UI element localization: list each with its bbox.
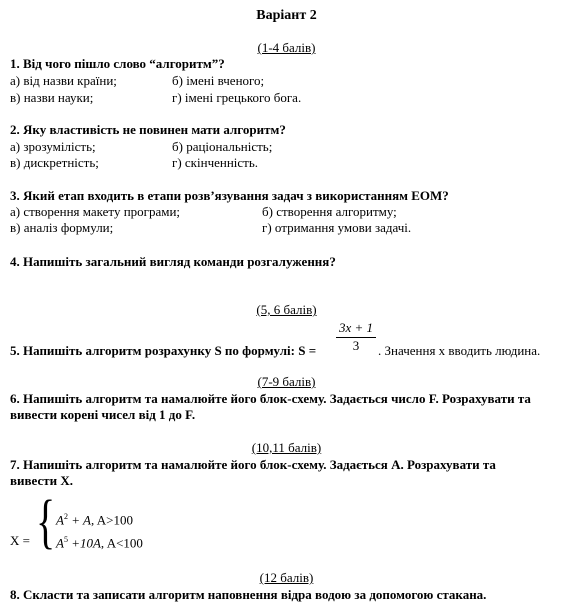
question-2: 2. Яку властивість не повинен мати алгоритм? bbox=[10, 122, 286, 137]
case-2-exponent: 5 bbox=[63, 535, 68, 544]
x-label: X = bbox=[10, 533, 30, 548]
case-2-var: A bbox=[56, 535, 64, 551]
question-5-tail: . Значення х вводить людина. bbox=[378, 343, 541, 358]
question-3: 3. Який етап входить в етапи розв’язування задач з використанням ЕОМ? bbox=[10, 188, 449, 203]
section-points-12: (12 балів) bbox=[259, 570, 314, 585]
question-7-line-1: 7. Напишіть алгоритм та намалюйте його блок-схему. Задається А. Розрахувати та bbox=[10, 457, 496, 472]
case-1-exponent: 2 bbox=[63, 512, 68, 521]
answer-2c: в) дискретність; bbox=[10, 155, 99, 170]
page-title: Варіант 2 bbox=[256, 8, 317, 23]
answer-3c: в) аналіз формули; bbox=[10, 220, 114, 235]
answer-2a: а) зрозумілість; bbox=[10, 139, 96, 154]
section-points-1-4: (1-4 балів) bbox=[257, 40, 316, 55]
case-2-condition: , A<100 bbox=[100, 535, 143, 551]
case-1-var: A bbox=[56, 512, 64, 528]
question-1: 1. Від чого пішло слово “алгоритм”? bbox=[10, 56, 225, 71]
answer-2d: г) скінченність. bbox=[172, 155, 259, 170]
question-5: 5. Напишіть алгоритм розрахунку S по формулі: S = bbox=[10, 343, 317, 358]
answer-1b: б) імені вченого; bbox=[172, 73, 265, 88]
question-8: 8. Скласти та записати алгоритм наповнення відра водою за допомогою стакана. bbox=[10, 587, 487, 602]
answer-2b: б) раціональність; bbox=[172, 139, 273, 154]
case-2 bbox=[56, 535, 143, 551]
answer-1d: г) імені грецького бога. bbox=[172, 90, 302, 105]
section-points-5-6: (5, 6 балів) bbox=[256, 302, 317, 317]
section-points-10-11: (10,11 балів) bbox=[251, 440, 322, 455]
case-2-rest: +10A bbox=[67, 535, 101, 551]
section-points-7-9: (7-9 балів) bbox=[257, 374, 316, 389]
answer-1a: а) від назви країни; bbox=[10, 73, 117, 88]
case-1-condition: , A>100 bbox=[90, 512, 133, 528]
formula-numerator: 3x + 1 bbox=[338, 320, 374, 335]
question-7-line-2: вивести Х. bbox=[10, 473, 73, 488]
question-6-line-1: 6. Напишіть алгоритм та намалюйте його блок-схему. Задається число F. Розрахувати та bbox=[10, 391, 531, 406]
answer-3a: а) створення макету програми; bbox=[10, 204, 181, 219]
case-1-rest: + A bbox=[67, 512, 91, 528]
question-6-line-2: вивести корені чисел від 1 до F. bbox=[10, 407, 196, 422]
answer-3d: г) отримання умови задачі. bbox=[262, 220, 412, 235]
formula-denominator: 3 bbox=[352, 338, 360, 353]
answer-3b: б) створення алгоритму; bbox=[262, 204, 397, 219]
question-4: 4. Напишіть загальний вигляд команди розгалуження? bbox=[10, 254, 336, 269]
answer-1c: в) назви науки; bbox=[10, 90, 94, 105]
left-brace: { bbox=[36, 487, 56, 555]
case-1 bbox=[56, 512, 133, 528]
